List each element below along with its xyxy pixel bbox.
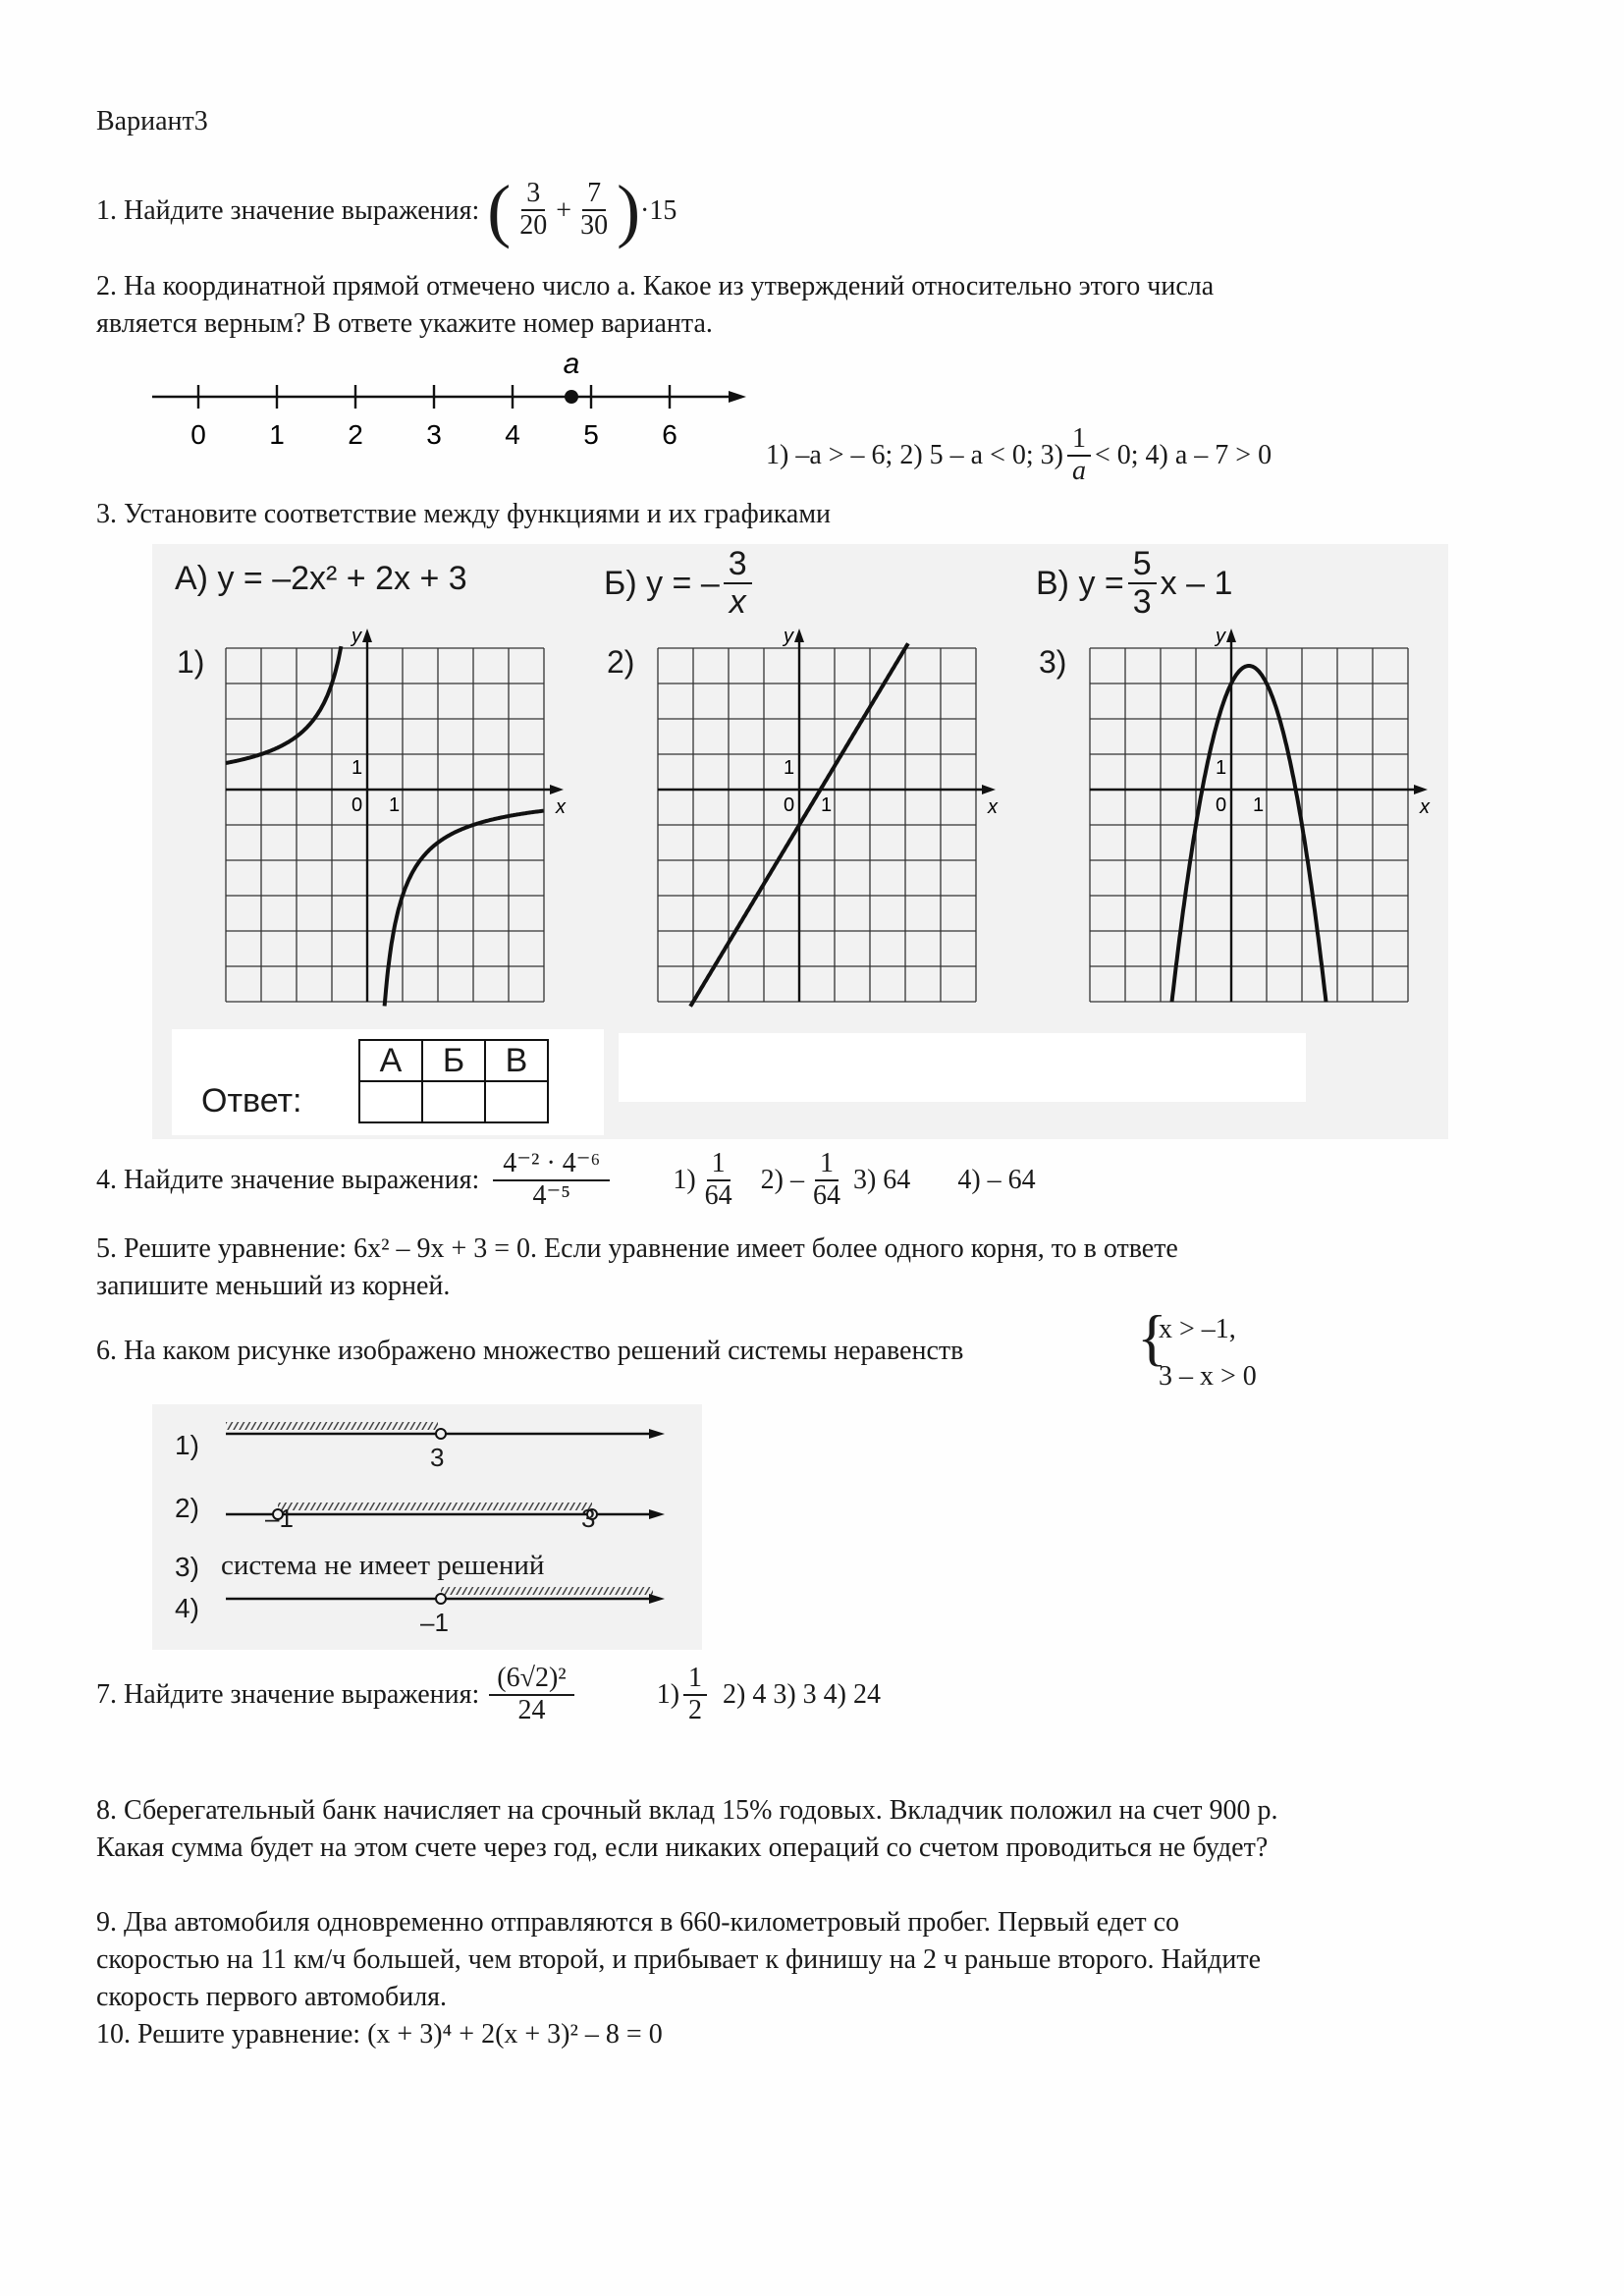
graph-1-label: 1) [177,644,205,680]
q4-option2-fraction: $\frac{1}{64}$ [812,1148,840,1211]
answer-header-b: Б [422,1040,485,1081]
y-axis-label: y [1216,626,1225,647]
q6-option4-value: –1 [420,1608,449,1637]
q4-text: 4. Найдите значение выражения: [96,1165,480,1196]
q5-line2: запишите меньший из корней. [96,1271,451,1301]
q2-tick-label: 4 [505,419,520,450]
q3-function-c: В) y = $\frac{5}{3}$ x – 1 [1036,545,1233,622]
q3-function-a: А) y = –2x² + 2x + 3 [175,560,467,597]
q6-option2-right: 3 [581,1503,596,1533]
hyperbola-branch-right [385,811,544,1007]
q3-text: 3. Установите соответствие между функциями и их графиками [96,499,832,529]
q7-option1-fraction: $\frac{1}{2}$ [683,1664,707,1726]
q4-option2: 2) – [760,1165,804,1196]
answer-area-bg-2 [619,1033,1306,1102]
q2-point-label: a [563,348,580,380]
q6-option2-left: –1 [265,1503,294,1533]
answer-header-a: А [359,1040,422,1081]
answer-cell-b[interactable] [422,1081,485,1122]
q4-option1-fraction: $\frac{1}{64}$ [704,1148,732,1211]
y-axis-label: y [784,626,793,647]
q6-option2: 2) [175,1493,199,1523]
q6-option4: 4) [175,1593,199,1623]
q2-tick-label: 2 [348,419,363,450]
grid [226,648,544,1002]
q1-fraction-2: $\frac{7}{30}$ [580,178,609,241]
x-tick-one: 1 [1253,794,1265,816]
q2-options [766,424,1272,487]
q6-system-1: x > –1, [1159,1314,1236,1344]
q2-tick-label: 0 [190,419,206,450]
y-axis-label: y [352,626,361,647]
q6-option3: 3) [175,1552,199,1582]
parabola-graph [1172,666,1326,1002]
q1-fraction-1: $\frac{3}{20}$ [519,178,548,241]
q2-tick-label: 3 [426,419,442,450]
q6-brace: { [1137,1302,1167,1372]
q8-line2: Какая сумма будет на этом счете через год, если никаких операций со счетом проводиться не будет? [96,1832,1269,1863]
q10-text: 10. Решите уравнение: (x + 3)⁴ + 2(x + 3)² – 8 = 0 [96,2019,663,2050]
question-4 [96,1149,1036,1212]
answer-cell-a[interactable] [359,1081,422,1122]
q2-options-part1: 1) –a > – 6; 2) 5 – a < 0; 3) [766,440,1063,471]
x-tick-one: 1 [389,794,401,816]
q1-text: 1. Найдите значение выражения: [96,194,480,226]
graph-3-label: 3) [1039,644,1067,680]
answer-cell-c[interactable] [485,1081,548,1122]
graph-2-label: 2) [607,644,635,680]
origin-label: 0 [784,794,795,816]
q9-line2: скоростью на 11 км/ч большей, чем второй, и прибывает к финишу на 2 ч раньше второго. Найдите [96,1944,1261,1975]
q2-tick-label: 1 [269,419,285,450]
q2-tick-label: 6 [662,419,677,450]
q4-option3: 3) 64 [852,1165,911,1196]
y-tick-one: 1 [1216,757,1227,779]
answer-table [358,1039,549,1123]
q6-text: 6. На каком рисунке изображено множество решений системы неравенств [96,1336,964,1366]
q7-options-rest: 2) 4 3) 3 4) 24 [723,1679,882,1711]
grid [658,648,976,1002]
q6-option1-value: 3 [430,1443,445,1472]
q2-line2: является верным? В ответе укажите номер варианта. [96,308,713,339]
question-7 [96,1664,881,1726]
q1-tail: ·15 [640,194,677,226]
x-axis-label: x [556,796,566,818]
graph-1-hyperbola [226,626,599,1026]
q4-expression: $\frac{\text{4⁻² · 4⁻⁶}}{\text{4⁻⁵}}$ [493,1149,610,1212]
q6-option3-text: система не имеет решений [221,1550,545,1581]
hyperbola-branch-left [226,646,341,763]
q9-line1: 9. Два автомобиля одновременно отправляются в 660-километровый пробег. Первый едет со [96,1907,1180,1938]
x-axis-label: x [988,796,998,818]
graph-3-parabola [1090,626,1463,1026]
q2-number-line [147,348,756,462]
q5-line1: 5. Решите уравнение: 6x² – 9x + 3 = 0. Если уравнение имеет более одного корня, то в ответе [96,1233,1178,1264]
q8-line1: 8. Сберегательный банк начисляет на срочный вклад 15% годовых. Вкладчик положил на счет 900 р. [96,1795,1278,1826]
q7-text: 7. Найдите значение выражения: [96,1679,480,1711]
origin-label: 0 [1216,794,1227,816]
q9-line3: скорость первого автомобиля. [96,1982,448,2012]
q2-line1: 2. На координатной прямой отмечено число а. Какое из утверждений относительно этого числа [96,271,1215,301]
question-1: 1. Найдите значение выражения: ( $\frac{3}{20}$ + $\frac{7}{30}$ ) ·15 [96,171,677,249]
q7-expression: $\frac{\text{(6√2)²}}{24}$ [489,1664,573,1726]
q4-option4: 4) – 64 [957,1165,1036,1196]
q2-option3-fraction: $\frac{1}{a}$ [1067,424,1091,487]
q2-tick-label: 5 [583,419,599,450]
q2-options-part2: < 0; 4) a – 7 > 0 [1094,440,1272,471]
graph-2-line [658,626,1031,1026]
q2-point-a [565,390,578,404]
x-tick-one: 1 [821,794,833,816]
answer-label: Ответ: [201,1082,302,1120]
y-tick-one: 1 [352,757,363,779]
grid [1090,648,1408,1002]
q4-option1: 1) [673,1165,696,1196]
origin-label: 0 [352,794,363,816]
q1-plus: + [556,194,572,226]
variant-title: Вариант3 [96,106,208,137]
x-axis-label: x [1420,796,1430,818]
q6-system-2: 3 – x > 0 [1159,1361,1257,1392]
q6-option1: 1) [175,1430,199,1460]
q7-option1: 1) [656,1679,680,1711]
answer-header-c: В [485,1040,548,1081]
y-tick-one: 1 [784,757,795,779]
q3-function-b: Б) y = – $\frac{3}{x}$ [604,546,756,622]
